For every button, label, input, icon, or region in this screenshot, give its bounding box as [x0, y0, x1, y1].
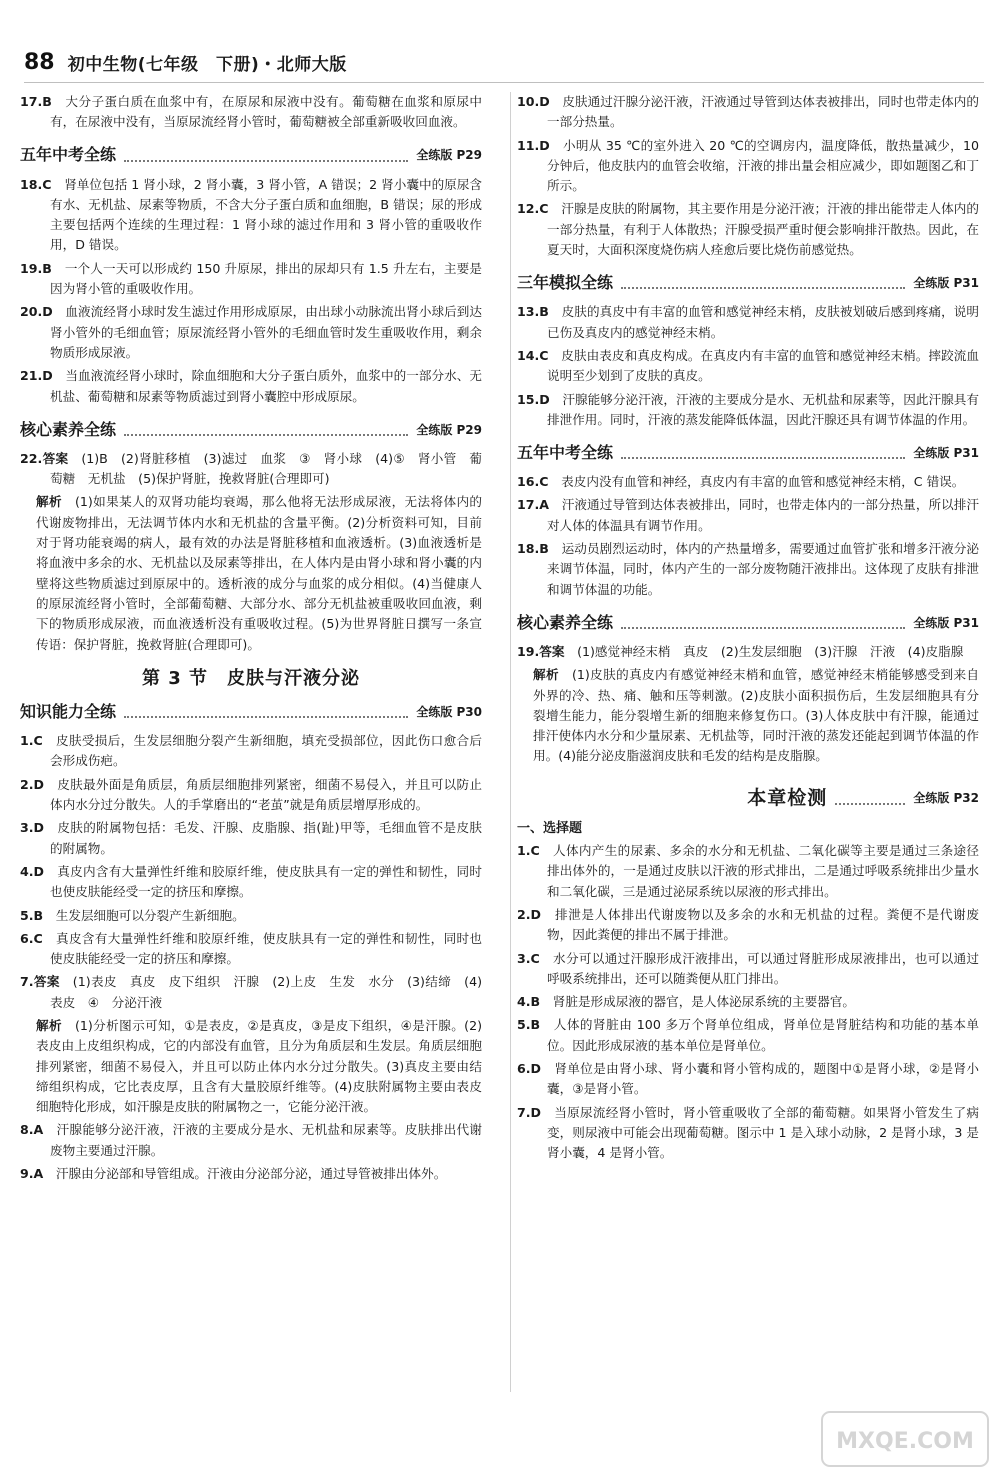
answer-item: 5.B 生发层细胞可以分裂产生新细胞。: [20, 907, 245, 923]
answer-item: 15.D 汗腺能够分泌汗液，汗液的主要成分是水、无机盐和尿素等，因此汗腺具有排泄作用。同时，汗液的蒸发能降低体温，因此汗腺还具有调节体温的作用。: [517, 391, 980, 427]
answer-item: 9.A 汗腺由分泌部和导管组成。汗液由分泌部分泌，通过导管被排出体外。: [20, 1166, 447, 1182]
answer-item: 21.D 当血液流经肾小球时，除血细胞和大分子蛋白质外，血浆中的一部分水、无机盐、葡萄糖和尿素等物质滤过到肾小囊腔中形成原尿。: [20, 368, 483, 404]
answer-item: 2.D 排泄是人体排出代谢废物以及多余的水和无机盐的过程。粪便不是代谢废物，因此粪便的排出不属于排泄。: [517, 906, 980, 943]
answer-item: 4.B 肾脏是形成尿液的器官，是人体泌尿系统的主要器官。: [517, 994, 855, 1010]
svg-text:MXQE.COM: MXQE.COM: [836, 1429, 974, 1454]
watermark-logo: [820, 1410, 990, 1468]
answer-item: 6.D 肾单位是由肾小球、肾小囊和肾小管构成的，题图中①是肾小球，②是肾小囊，③是肾小管。: [517, 1060, 979, 1097]
answer-item: 5.B 人体的肾脏由 100 多万个肾单位组成，肾单位是肾脏结构和功能的基本单位。因此形成尿液的基本单位是肾单位。: [517, 1017, 980, 1053]
answer-item: 22.答案 (1)B (2)肾脏移植 (3)滤过 血浆 ③ 肾小球 (4)⑤ 肾小管 葡萄糖 无机盐 (5)保护肾脏，挽救肾脏(合理即可): [20, 450, 483, 487]
page-number: 88: [24, 50, 55, 75]
answer-item: 6.C 真皮含有大量弹性纤维和胶原纤维，使皮肤具有一定的弹性和韧性，同时也使皮肤能经受一定的挤压和摩擦。: [20, 930, 483, 967]
analysis-paragraph: 解析 (1)皮肤的真皮内有感觉神经末梢和血管，感觉神经末梢能够感受到来自外界的冷、热、痛、触和压等刺激。(2)皮肤小面积损伤后，生发层细胞具有分裂增生能力，能分裂增生新的细胞来修复伤口。(3)人体皮肤中有汗腺，能通过排汗使体内水分和少量尿素、无机盐等，同时汗液的蒸发还能起到调节体温的作用。(4)能分泌皮脂滋润皮肤和毛发的结构是皮脂腺。: [533, 667, 980, 764]
answer-item: 3.D 皮肤的附属物包括：毛发、汗腺、皮脂腺、指(趾)甲等，毛细血管不是皮肤的附属物。: [20, 820, 482, 856]
answer-item: 1.C 人体内产生的尿素、多余的水分和无机盐、二氧化碳等主要是通过三条途径排出体外的，一是通过皮肤以汗液的形式排出，二是通过呼吸系统排出少量水和二氧化碳，三是通过泌尿系统以尿液的形式排出。: [517, 843, 980, 899]
answer-item: 17.A 汗液通过导管到达体表被排出，同时，也带走体内的一部分热量，所以排汗对人体的体温具有调节作用。: [517, 497, 980, 533]
section-heading: 核心素养全练 全练版 P31: [517, 612, 979, 632]
page-header: [24, 50, 494, 82]
answer-item: 7.D 当原尿流经肾小管时，肾小管重吸收了全部的葡萄糖。如果肾小管发生了病变，则尿液中可能会出现葡萄糖。图示中 1 是入球小动脉，2 是肾小球，3 是肾小囊，4 是肾小管。: [517, 1104, 980, 1161]
lesson-title: 第 3 节 皮肤与汗液分泌: [141, 667, 361, 689]
answer-item: 12.C 汗腺是皮肤的附属物，其主要作用是分泌汗液；汗液的排出能带走人体内的一部分热量，有利于人体散热；汗腺受损严重时便会影响排汗散热。因此，在夏天时，大面积深度烧伤病人痊愈后要比烧伤前感觉热。: [517, 201, 980, 258]
answer-item: 20.D 血液流经肾小球时发生滤过作用形成原尿，由出球小动脉流出肾小球后到达肾小管外的毛细血管；原尿流经肾小管外的毛细血管时发生重吸收作用，剩余物质形成尿液。: [20, 304, 483, 360]
answer-item: 8.A 汗腺能够分泌汗液，汗液的主要成分是水、无机盐和尿素等。皮肤排出代谢废物主要通过汗腺。: [20, 1122, 483, 1158]
answer-item: 11.D 小明从 35 ℃的室外进入 20 ℃的空调房内，温度降低，散热量减少，10 分钟后，他皮肤内的血管会收缩，汗液的排出量会相应减少，即如题图乙和丁所示。: [517, 137, 980, 194]
section-heading: 三年模拟全练 全练版 P31: [517, 273, 979, 293]
header-rule: [24, 82, 984, 83]
right-column: [517, 92, 979, 1166]
section-heading: 五年中考全练 全练版 P31: [517, 443, 979, 462]
section-heading: 五年中考全练 全练版 P29: [20, 145, 482, 165]
section-heading: 知识能力全练 全练版 P30: [20, 701, 482, 721]
answer-item: 10.D 皮肤通过汗腺分泌汗液，汗液通过导管到达体表被排出，同时也带走体内的一部分热量。: [517, 94, 980, 130]
answer-item: 16.C 表皮内没有血管和神经，真皮内有丰富的血管和感觉神经末梢，C 错误。: [517, 474, 965, 490]
part-heading: 一、选择题: [517, 820, 583, 836]
analysis-paragraph: 解析 (1)分析图示可知，①是表皮，②是真皮，③是皮下组织，④是汗腺。(2)表皮由上皮组织构成，它的内部没有血管，且分为角质层和生发层。角质层细胞排列紧密，细菌不易侵入，并且可以防止体内水分过分散失。(3)真皮主要由结缔组织构成，它比表皮厚，且含有大量胶原纤维等。(4)皮肤附属物主要由表皮细胞特化形成，如汗腺是皮肤的附属物之一，它能分泌汗液。: [36, 1017, 483, 1115]
book-title: 初中生物(七年级 下册)・北师大版: [67, 55, 347, 75]
answer-item: 18.B 运动员剧烈运动时，体内的产热量增多，需要通过血管扩张和增多汗液分泌来调节体温，同时，体内产生的一部分废物随汗液排出。这体现了皮肤有排泄和调节体温的功能。: [517, 541, 980, 597]
answer-item: 2.D 皮肤最外面是角质层，角质层细胞排列紧密，细菌不易侵入，并且可以防止体内水分过分散失。人的手掌磨出的“老茧”就是角质层增厚形成的。: [20, 776, 483, 813]
analysis-paragraph: 解析 (1)如果某人的双肾功能均衰竭，那么他将无法形成尿液，无法将体内的代谢废物排出，无法调节体内水和无机盐的含量平衡。(2)分析资料可知，目前对于肾功能衰竭的病人，最有效的办法是肾脏移植和血液透析。(3)血液透析是将血液中多余的水、无机盐以及尿素等排出，在人体内是由肾小球和肾小囊的内壁将这些物质滤过到原尿中的。透析液的成分与血浆的成分相似。(4)当健康人的原尿流经肾小管时，全部葡萄糖、大部分水、部分无机盐被重吸收回血液，剩下的物质形成尿液，而血液透析没有重吸收过程。(5)为世界肾脏日撰写一条宣传语：保护肾脏，挽救肾脏(合理即可)。: [36, 494, 483, 652]
left-column: [20, 92, 482, 1187]
answer-item: 3.C 水分可以通过汗腺形成汗液排出，可以通过肾脏形成尿液排出，也可以通过呼吸系统排出，还可以随粪便从肛门排出。: [517, 950, 980, 986]
answer-item: 14.C 皮肤由表皮和真皮构成。在真皮内有丰富的血管和感觉神经末梢。摔跤流血说明至少划到了皮肤的真皮。: [517, 347, 980, 384]
answer-item: 7.答案 (1)表皮 真皮 皮下组织 汗腺 (2)上皮 生发 水分 (3)结缔 (4)表皮 ④ 分泌汗液: [20, 974, 482, 1010]
answer-item: 19.B 一个人一天可以形成约 150 升原尿，排出的尿却只有 1.5 升左右，主要是因为肾小管的重吸收作用。: [20, 260, 482, 297]
answer-item: 18.C 肾单位包括 1 肾小球，2 肾小囊，3 肾小管，A 错误；2 肾小囊中的原尿含有水、无机盐、尿素等物质，不含大分子蛋白质和血细胞，B 错误；尿的形成主要包括两个连续的生理过程：1 肾小球的滤过作用和 3 肾小管的重吸收作用，D 错误。: [20, 176, 482, 253]
answer-item: 4.D 真皮内含有大量弹性纤维和胶原纤维，使皮肤具有一定的弹性和韧性，同时也使皮肤能经受一定的挤压和摩擦。: [20, 863, 483, 900]
answer-item: 1.C 皮肤受损后，生发层细胞分裂产生新细胞，填充受损部位，因此伤口愈合后会形成伤疤。: [20, 733, 483, 769]
section-heading: 核心素养全练 全练版 P29: [20, 419, 482, 439]
answer-item: 17.B 大分子蛋白质在血浆中有，在原尿和尿液中没有。葡萄糖在血浆和原尿中有，在尿液中没有，当原尿流经肾小管时，葡萄糖被全部重新吸收回血液。: [20, 94, 483, 130]
column-divider: [510, 92, 511, 1392]
answer-item: 19.答案 (1)感觉神经末梢 真皮 (2)生发层细胞 (3)汗腺 汗液 (4)皮脂腺: [517, 643, 964, 659]
answer-item: 13.B 皮肤的真皮中有丰富的血管和感觉神经末梢，皮肤被划破后感到疼痛，说明已伤及真皮内的感觉神经末梢。: [517, 304, 980, 340]
chapter-check-heading: 本章检测 全练版 P32: [747, 786, 979, 809]
